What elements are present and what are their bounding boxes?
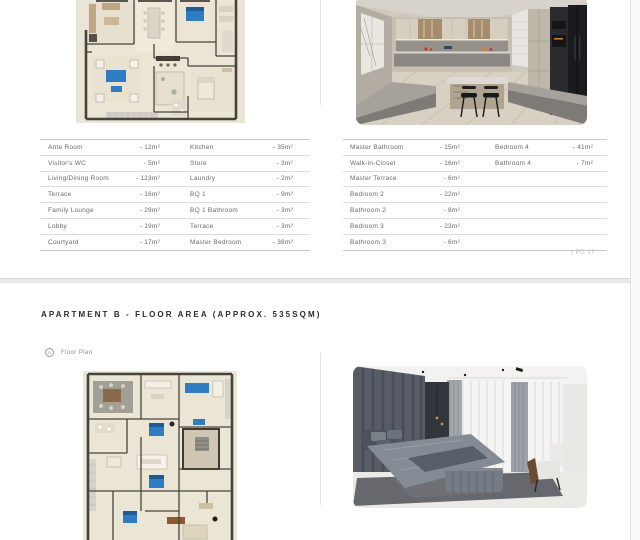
room-name-cell: Master Terrace <box>350 175 397 183</box>
room-name-cell: Terrace <box>48 191 72 199</box>
floor-plan-b-image <box>83 371 237 540</box>
table-row <box>343 219 607 235</box>
room-area-cell: - 6m² <box>443 175 460 183</box>
room-area-cell: - 6m² <box>443 238 460 246</box>
room-area-cell: - 23m² <box>439 222 460 230</box>
table-row <box>343 203 607 219</box>
floor-plan-marker-icon: A <box>45 348 54 357</box>
table-row <box>40 187 310 203</box>
room-area-cell: - 16m² <box>139 191 160 199</box>
room-name-cell: Laundry <box>190 175 216 183</box>
room-name-cell: Bedroom 2 <box>350 191 385 199</box>
kitchen-photo <box>356 0 587 125</box>
room-name-cell: Store <box>190 159 207 167</box>
apartment-heading: APARTMENT B - FLOOR AREA (APPROX. 535SQM) <box>41 310 322 319</box>
page-number: | PG 17 <box>571 250 595 256</box>
room-name-cell: BQ 1 <box>190 191 206 199</box>
table-row <box>343 187 607 203</box>
room-name-cell: Master Bathroom <box>350 143 404 151</box>
room-area-cell: - 41m² <box>572 143 593 151</box>
room-name-cell: Family Lounge <box>48 207 94 215</box>
room-area-cell: - 123m² <box>135 175 160 183</box>
bedroom-photo-art <box>353 366 587 508</box>
table-row <box>343 140 607 156</box>
table-row <box>40 172 310 188</box>
room-area-cell: - 19m² <box>139 222 160 230</box>
room-name-cell: Living/Dining Room <box>48 175 109 183</box>
table-row <box>40 156 310 172</box>
room-area-cell: - 38m² <box>272 238 293 246</box>
table-row <box>343 172 607 188</box>
room-name-cell: Bathroom 4 <box>495 159 532 167</box>
room-name-cell: Visitor's WC <box>48 159 87 167</box>
table-row <box>40 219 310 235</box>
room-name-cell: Kitchen <box>190 143 214 151</box>
room-area-cell: - 7m² <box>576 159 593 167</box>
room-area-cell: - 17m² <box>139 238 160 246</box>
room-name-cell: Bedroom 4 <box>495 143 530 151</box>
table-row <box>40 140 310 156</box>
room-name-cell: Ante Room <box>48 143 83 151</box>
kitchen-photo-art <box>356 0 587 125</box>
room-area-cell: - 8m² <box>443 207 460 215</box>
right-edge-strip <box>630 0 640 540</box>
table-row <box>40 203 310 219</box>
room-name-cell: Master Bedroom <box>190 238 242 246</box>
floor-plan-label <box>45 348 92 357</box>
column-divider <box>320 353 321 505</box>
room-name-cell: Bathroom 3 <box>350 238 387 246</box>
room-area-cell: - 35m² <box>272 143 293 151</box>
room-area-cell: - 9m² <box>276 191 293 199</box>
room-name-cell: Courtyard <box>48 238 79 246</box>
area-table-right <box>343 139 607 251</box>
room-name-cell: Lobby <box>48 222 67 230</box>
room-area-cell: - 16m² <box>439 159 460 167</box>
page-2 <box>0 283 630 540</box>
room-area-cell: - 3m² <box>276 207 293 215</box>
room-name-cell: Walk-in-Closet <box>350 159 396 167</box>
room-area-cell: - 5m² <box>143 159 160 167</box>
bedroom-photo <box>353 366 587 508</box>
room-area-cell: - 29m² <box>139 207 160 215</box>
area-table-left <box>40 139 310 251</box>
room-name-cell: Bedroom 3 <box>350 222 385 230</box>
room-name-cell: BQ 1 Bathroom <box>190 207 239 215</box>
floor-plan-a-image <box>76 0 245 123</box>
floor-plan-label-text: Floor Plan <box>61 349 93 356</box>
table-row <box>40 235 310 251</box>
room-area-cell: - 15m² <box>439 143 460 151</box>
room-area-cell: - 12m² <box>139 143 160 151</box>
room-area-cell: - 3m² <box>276 159 293 167</box>
table-row <box>343 235 607 251</box>
table-row <box>343 156 607 172</box>
room-area-cell: - 3m² <box>276 222 293 230</box>
room-name-cell: Terrace <box>190 222 214 230</box>
column-divider <box>320 0 321 105</box>
room-area-cell: - 2m² <box>276 175 293 183</box>
room-area-cell: - 22m² <box>439 191 460 199</box>
room-name-cell: Bathroom 2 <box>350 207 387 215</box>
